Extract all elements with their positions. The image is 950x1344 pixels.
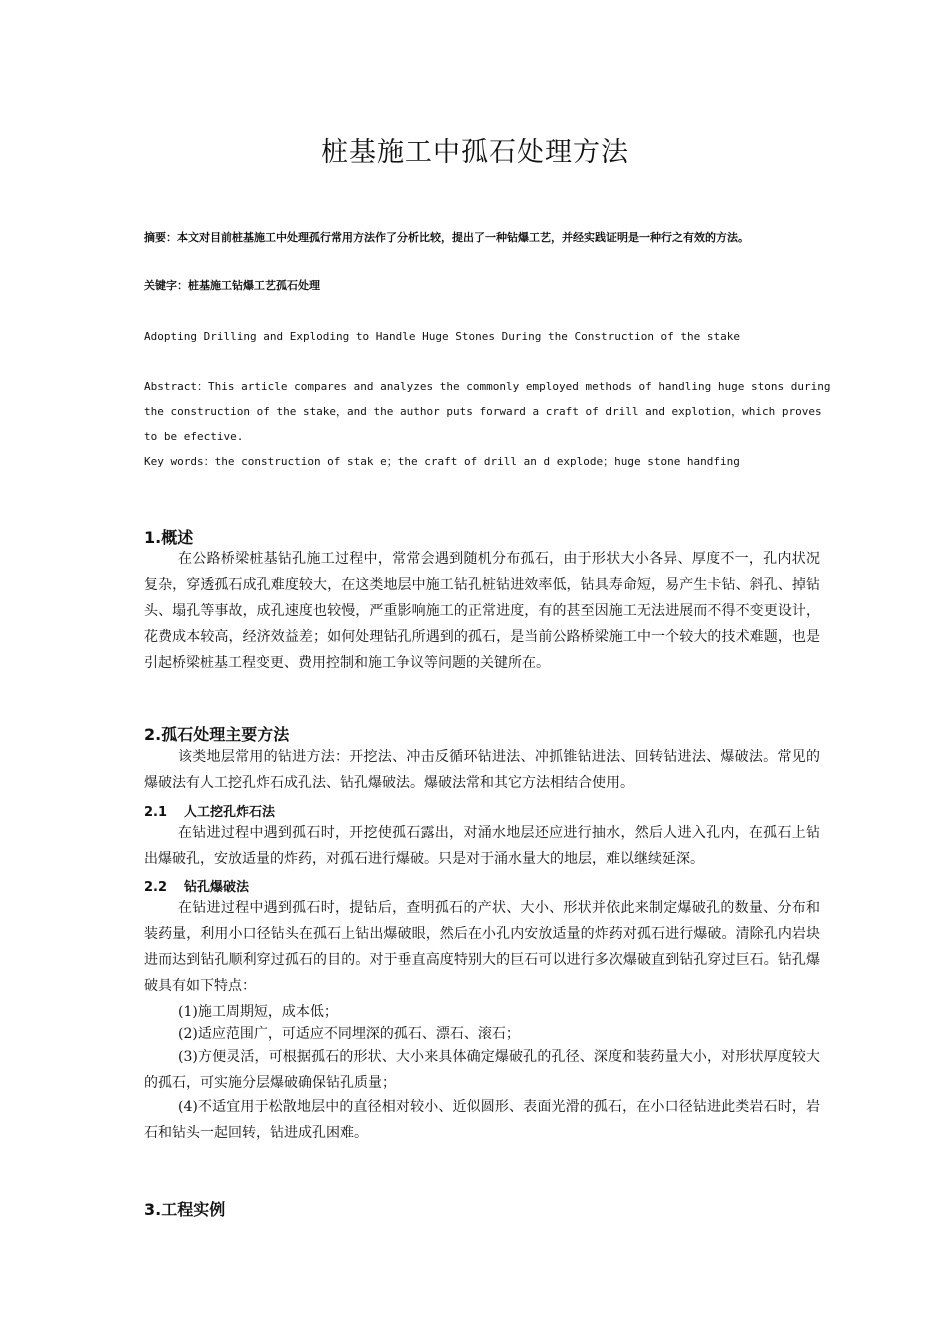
keywords-en: Key words：the construction of stak e；the craft of drill an d explode；huge stone handfing [144,455,740,468]
abstract-cn: 摘要：本文对目前桩基施工中处理孤行常用方法作了分析比较，提出了一种钻爆工艺，并经实践证明是一种行之有效的方法。 [144,231,749,244]
feature-item-3: (3)方便灵活，可根据孤石的形状、大小来具体确定爆破孔的孔径、深度和装药量大小，对形状厚度较大的孤石，可实施分层爆破确保钻孔质量； [144,1049,820,1091]
section-2-1-number: 2.1 [144,805,168,820]
section-2-2-heading [144,876,824,895]
abstract-en: Abstract：This article compares and analyzes the commonly employed methods of handling huge stons during the construction of the stake，and the author puts forward a craft of drill and explotion，which proves to be efective. [144,380,831,443]
feature-item-2: (2)适应范围广，可适应不同埋深的孤石、漂石、滚石； [178,1026,520,1042]
english-title: Adopting Drilling and Exploding to Handle Huge Stones During the Construction of the stake [144,330,741,343]
section-1-paragraph: 在公路桥梁桩基钻孔施工过程中，常常会遇到随机分布孤石，由于形状大小各异、厚度不一，孔内状况复杂，穿透孤石成孔难度较大，在这类地层中施工钻孔桩钻进效率低，钻具寿命短，易产生卡钻、斜孔、掉钻头、塌孔等事故，成孔速度也较慢，严重影响施工的正常进度，有的甚至因施工无法进展而不得不变更设计，花费成本较高，经济效益差；如何处理钻孔所遇到的孤石，是当前公路桥梁施工中一个较大的技术难题，也是引起桥梁桩基工程变更、费用控制和施工争议等问题的关键所在。 [144,551,820,671]
section-2-heading: 2.孤石处理主要方法 [144,725,290,744]
feature-item-4: (4)不适宜用于松散地层中的直径相对较小、近似圆形、表面光滑的孤石，在小口径钻进此类岩石时，岩石和钻头一起回转，钻进成孔困难。 [144,1099,820,1141]
section-2-2-title: 钻孔爆破法 [184,880,250,895]
keywords-cn: 关键字：桩基施工钻爆工艺孤石处理 [144,279,320,292]
feature-item-1: (1)施工周期短，成本低； [178,1004,338,1020]
section-2-1-title: 人工挖孔炸石法 [184,805,276,820]
section-1-heading: 1.概述 [144,528,194,547]
section-2-2-paragraph: 在钻进过程中遇到孤石时，提钻后，查明孤石的产状、大小、形状并依此来制定爆破孔的数量、分布和装药量，利用小口径钻头在孤石上钻出爆破眼，然后在小孔内安放适量的炸药对孤石进行爆破。清除孔内岩块进而达到钻孔顺利穿过孤石的目的。对于垂直高度特别大的巨石可以进行多次爆破直到钻孔穿过巨石。钻孔爆破具有如下特点： [144,900,820,994]
section-2-1-paragraph: 在钻进过程中遇到孤石时，开挖使孤石露出，对涌水地层还应进行抽水，然后人进入孔内，在孤石上钻出爆破孔，安放适量的炸药，对孤石进行爆破。只是对于涌水量大的地层，难以继续延深。 [144,825,820,867]
document-title: 桩基施工中孤石处理方法 [321,137,629,168]
section-3-heading: 3.工程实例 [144,1200,226,1219]
section-2-2-number: 2.2 [144,880,168,895]
section-2-paragraph: 该类地层常用的钻进方法：开挖法、冲击反循环钻进法、冲抓锥钻进法、回转钻进法、爆破法。常见的爆破法有人工挖孔炸石成孔法、钻孔爆破法。爆破法常和其它方法相结合使用。 [144,749,820,791]
section-2-1-heading [144,801,824,820]
